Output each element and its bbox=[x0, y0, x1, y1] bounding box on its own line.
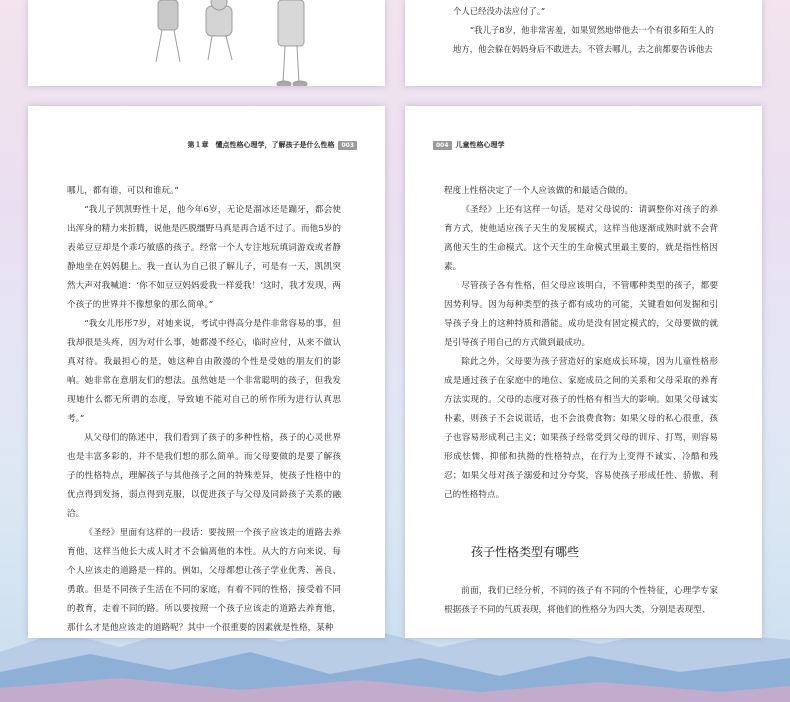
top-left-page bbox=[28, 0, 385, 86]
family-illustration bbox=[128, 0, 368, 86]
text-line: 地方，他会躲在妈妈身后不敢进去。不管去哪儿，去之前都要告诉他去 bbox=[453, 44, 713, 54]
running-head bbox=[187, 140, 357, 150]
book-title: 儿童性格心理学 bbox=[455, 141, 505, 149]
text-line: 个人已经没办法应付了。” bbox=[453, 6, 546, 16]
right-page bbox=[405, 106, 762, 638]
top-right-page bbox=[405, 0, 762, 86]
paragraph: 尽管孩子各有性格，但父母应该明白，不管哪种类型的孩子，都要因势利导。因为每种类型的孩子都有成功的可能，关键看如何发掘和引导孩子身上的这种特质和潜能。成功是没有固定模式的，父母要做的就是引导孩子用自己的方式做到最成功。 bbox=[444, 281, 718, 348]
page-number: 004 bbox=[433, 141, 452, 150]
paragraph: 《圣经》上还有这样一句话，是对父母说的：请调整你对孩子的养育方式，使他适应孩子天生的发展模式，这样当他逐渐成熟时就不会背离他天生的生命模式。这个天生的生命模式里最主要的，就是指性格因素。 bbox=[444, 205, 718, 272]
body-text bbox=[444, 182, 718, 505]
paragraph: 程度上性格决定了一个人应该做的和最适合做的。 bbox=[444, 186, 634, 196]
body-text-after-section bbox=[444, 582, 718, 620]
paragraph: 哪儿，都有谁，可以和谁玩。” bbox=[67, 186, 179, 196]
chapter-title: 第１章 懂点性格心理学，了解孩子是什么性格 bbox=[187, 141, 335, 149]
paragraph: “我儿子凯凯野性十足，他今年6岁，无论是溜冰还是蹦牙，都会使出浑身的精力来折腾，说他是匹脱缰野马真是再合适不过了。而他5岁的表弟豆豆却是个乖巧敏感的孩子。经常一个人专注地玩填词游戏或者静静地坐在妈妈腿上。我一直认为自己很了解儿子，可是有一天，凯凯突然大声对我喊道：‘你不如豆豆妈妈爱我一样爱我！’这时，我才发现，两个孩子的世界并不像想象的那么简单。” bbox=[67, 205, 341, 310]
page-number: 003 bbox=[338, 141, 357, 150]
text-line: “我儿子8岁，他非常害羞，如果贸然地带他去一个有很多陌生人的 bbox=[469, 25, 714, 35]
paragraph: 从父母们的陈述中，我们看到了孩子的多种性格，孩子的心灵世界也是丰富多彩的，并不是我们想的那么简单。而父母要做的是要了解孩子的性格特点，理解孩子与其他孩子之间的特殊差异，使孩子性格中的优点得到发扬，弱点得到克服，以促进孩子与父母及同龄孩子关系的融洽。 bbox=[67, 433, 341, 519]
section-title: 孩子性格类型有哪些 bbox=[471, 545, 580, 559]
paragraph: “我女儿彤彤7岁，对她来说，考试中得高分是件非常容易的事，但我却很是头疼，因为对什么事，她都漫不经心，临时应付，从来不做认真对待。我最担心的是，她这种自由散漫的个性是受她的朋友们的影响。她非常在意朋友们的想法。虽然她是一个非常聪明的孩子，但我发现她什么都无所谓的态度，导致她不能对自己的所作所为进行认真思考。” bbox=[67, 319, 341, 424]
top-right-text bbox=[453, 2, 718, 59]
running-head bbox=[433, 140, 505, 150]
paragraph: 《圣经》里面有这样的一段话：要按照一个孩子应该走的道路去养育他，这样当他长大成人时才不会偏离他的本性。从大的方向来说，每个人应该走的道路是一样的。例如，父母都想让孩子学业优秀、善良、勇敢。但是不同孩子生活在不同的家庭，有着不同的性格，接受着不同的教育，走着不同的路。所以要按照一个孩子应该走的道路去养育他，那什么才是他应该走的道路呢？其中一个很重要的因素就是性格，某种 bbox=[67, 528, 341, 633]
paragraph: 除此之外，父母要为孩子营造好的家庭成长环境，因为儿童性格形成是通过孩子在家庭中的地位、家庭成员之间的关系和父母采取的养育方法实现的。父母的态度对孩子的性格有相当大的影响。如果父母诚实朴素，则孩子不会说谎话，也不会浪费食物；如果父母的私心很重，孩子也容易形成利己主义；如果孩子经常受到父母的训斥、打骂，则容易形成怯懦、抑郁和执拗的性格特点，在行为上变得不诚实、冷酷和残忍；如果父母对孩子溺爱和过分夸奖，容易使孩子形成任性、骄傲、利己的性格特点。 bbox=[444, 357, 718, 500]
left-page bbox=[28, 106, 385, 638]
paragraph: 前面，我们已经分析，不同的孩子有不同的个性特征，心理学专家根据孩子不同的气质表现，将他们的性格分为四大类，分别是表现型、 bbox=[444, 586, 718, 615]
body-text bbox=[67, 182, 341, 638]
